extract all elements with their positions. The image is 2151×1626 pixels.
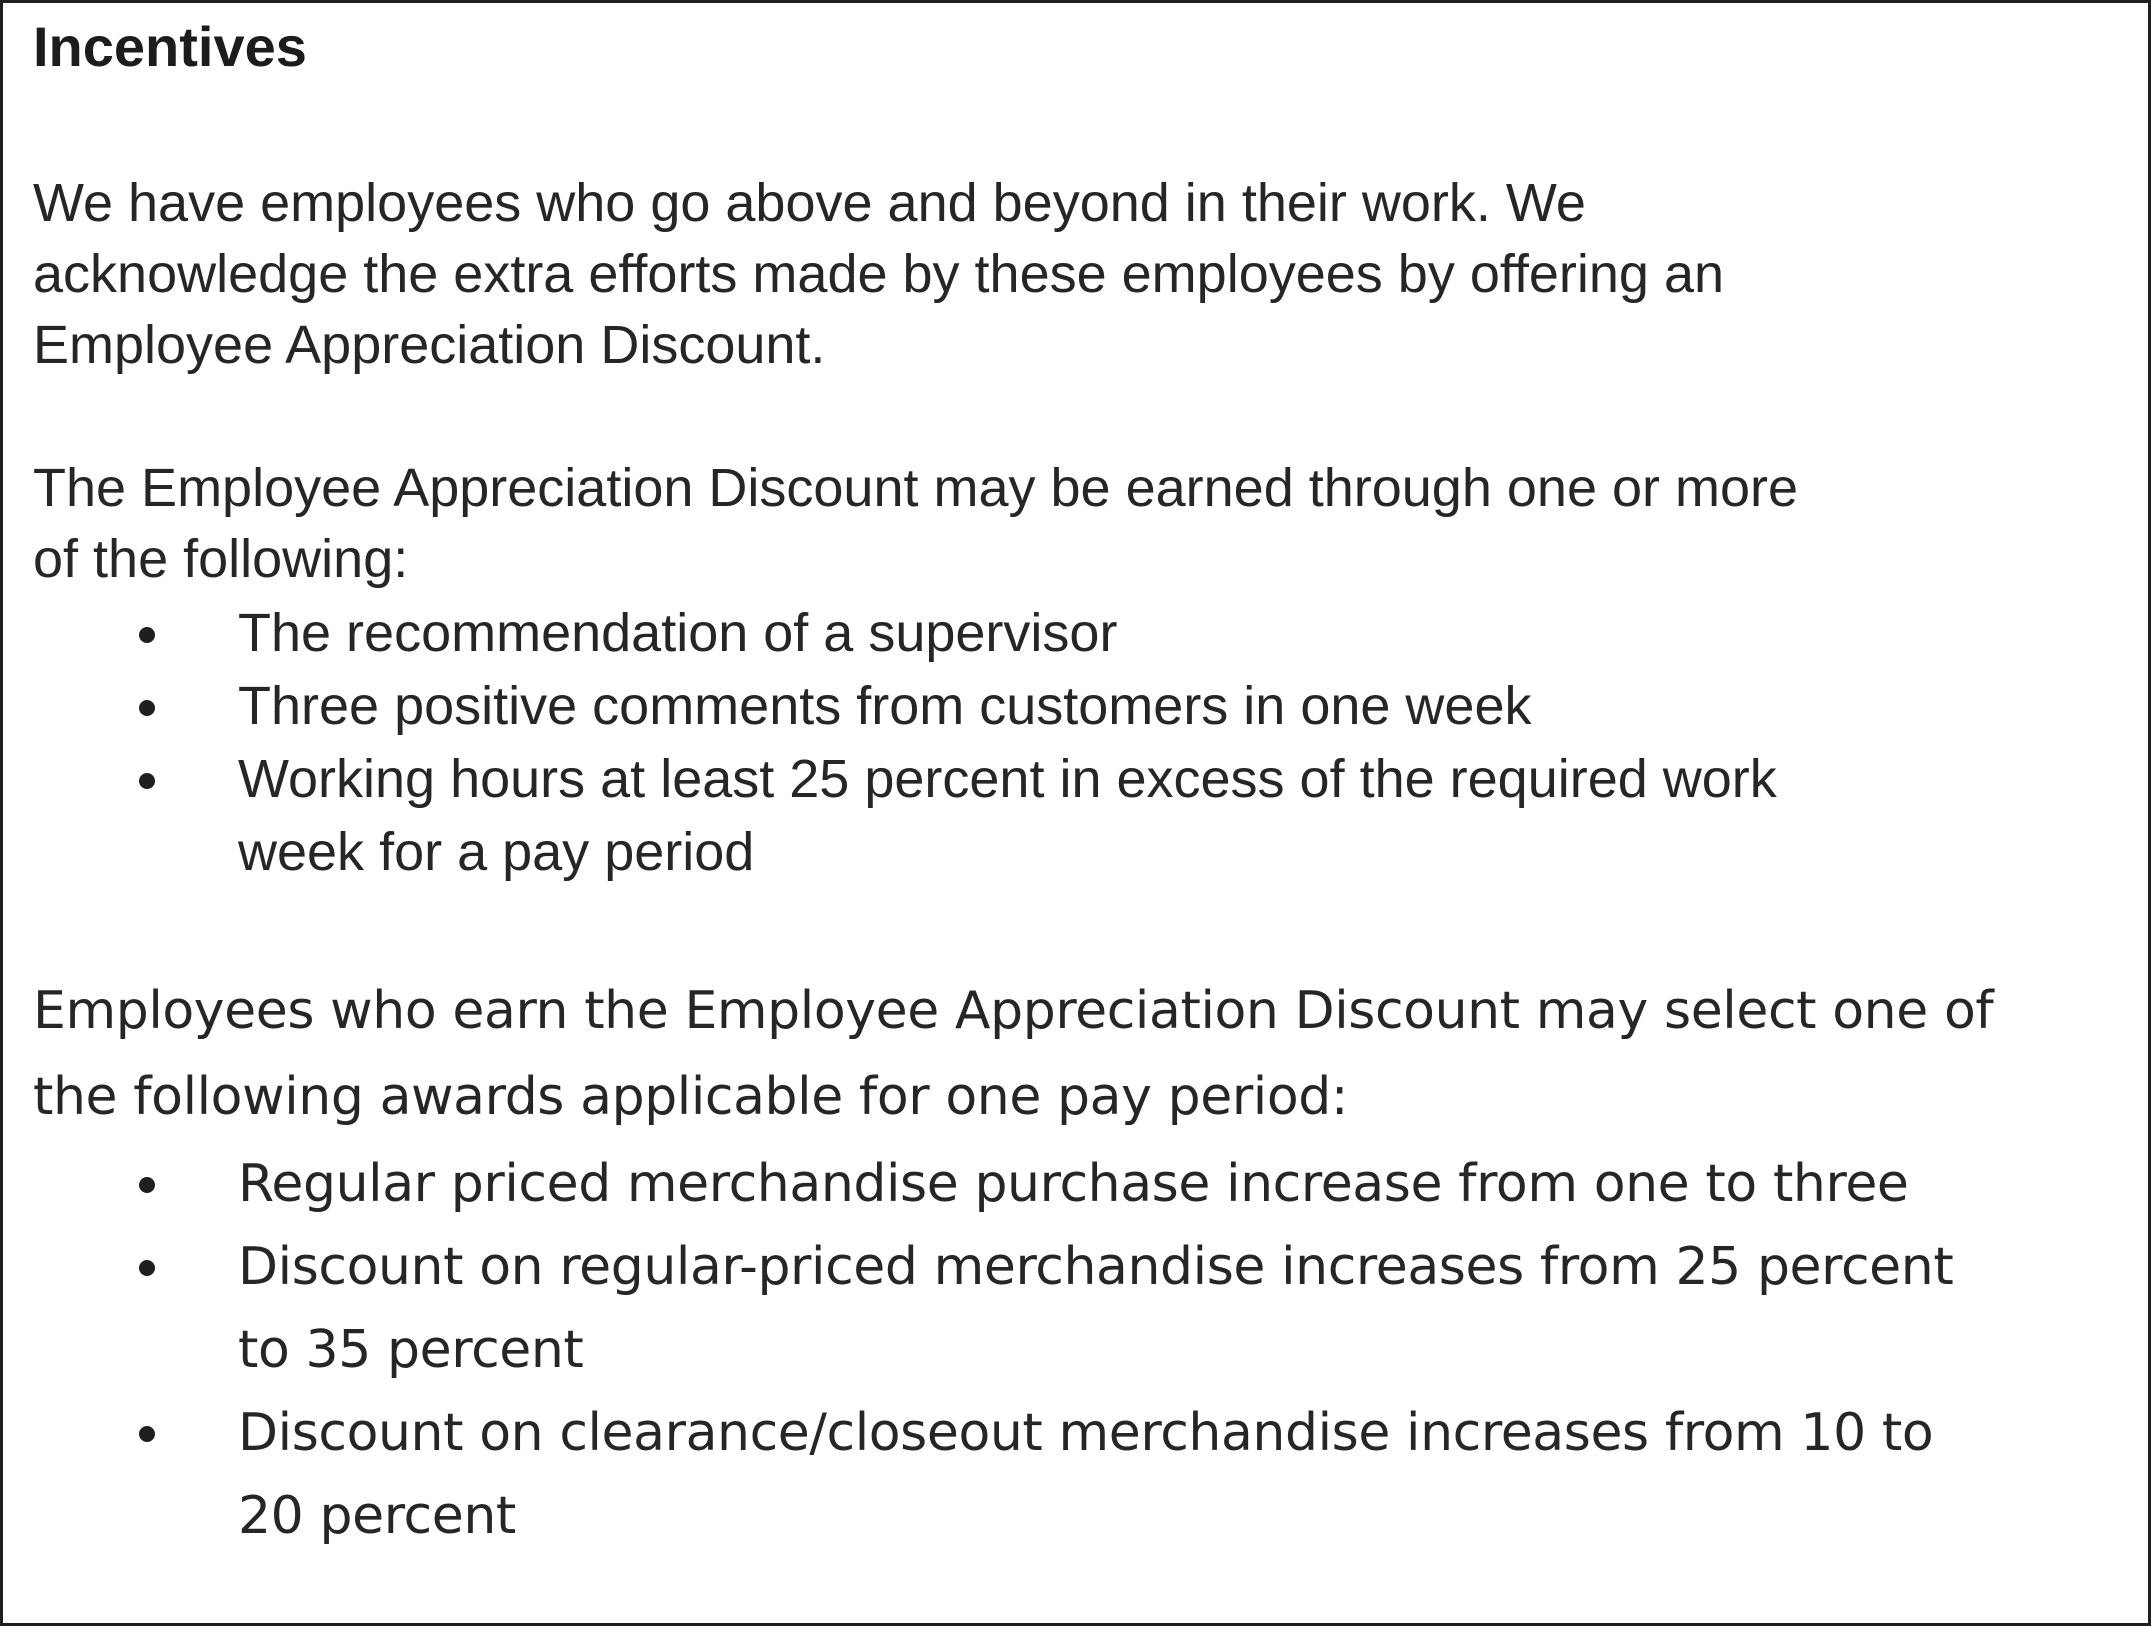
list-item-text: The recommendation of a supervisor [238,603,1118,663]
list-item [3,1143,1953,1226]
bullet-dot-icon [139,1260,155,1276]
bullet-dot-icon [139,627,155,643]
intro-line: Employee Appreciation Discount. [33,315,826,375]
list-item [3,1392,1953,1558]
list-item-text: Regular priced merchandise purchase increase from one to three [238,1154,1909,1214]
earning-criteria-list [3,597,1777,889]
awards-list [3,1143,1953,1558]
list-item [3,670,1777,743]
bullet-dot-icon [139,1426,155,1442]
bullet-dot-icon [139,1177,155,1193]
list-item-text: Discount on clearance/closeout merchandise increases from 10 to [238,1403,1934,1463]
earning-line: The Employee Appreciation Discount may be earned through one or more [33,458,1799,518]
intro-paragraph [33,168,1724,381]
list-item-text: Discount on regular-priced merchandise increases from 25 percent [238,1237,1954,1297]
awards-paragraph [33,968,1993,1140]
list-item-text: Working hours at least 25 percent in excess of the required work [238,749,1777,809]
earning-paragraph [33,453,1798,595]
bullet-dot-icon [139,773,155,789]
list-item [3,743,1777,889]
list-item-text: to 35 percent [238,1320,584,1380]
list-item-text: 20 percent [238,1486,516,1546]
list-item [3,597,1777,670]
list-item-text: week for a pay period [238,822,755,882]
section-heading: Incentives [33,15,307,78]
bullet-dot-icon [139,700,155,716]
awards-line: Employees who earn the Employee Appreciation Discount may select one of [33,981,1994,1041]
list-item [3,1226,1953,1392]
intro-line: acknowledge the extra efforts made by these employees by offering an [33,244,1725,304]
awards-line: the following awards applicable for one pay period: [33,1067,1348,1127]
intro-line: We have employees who go above and beyond in their work. We [33,173,1586,233]
earning-line: of the following: [33,529,409,589]
list-item-text: Three positive comments from customers in one week [238,676,1532,736]
